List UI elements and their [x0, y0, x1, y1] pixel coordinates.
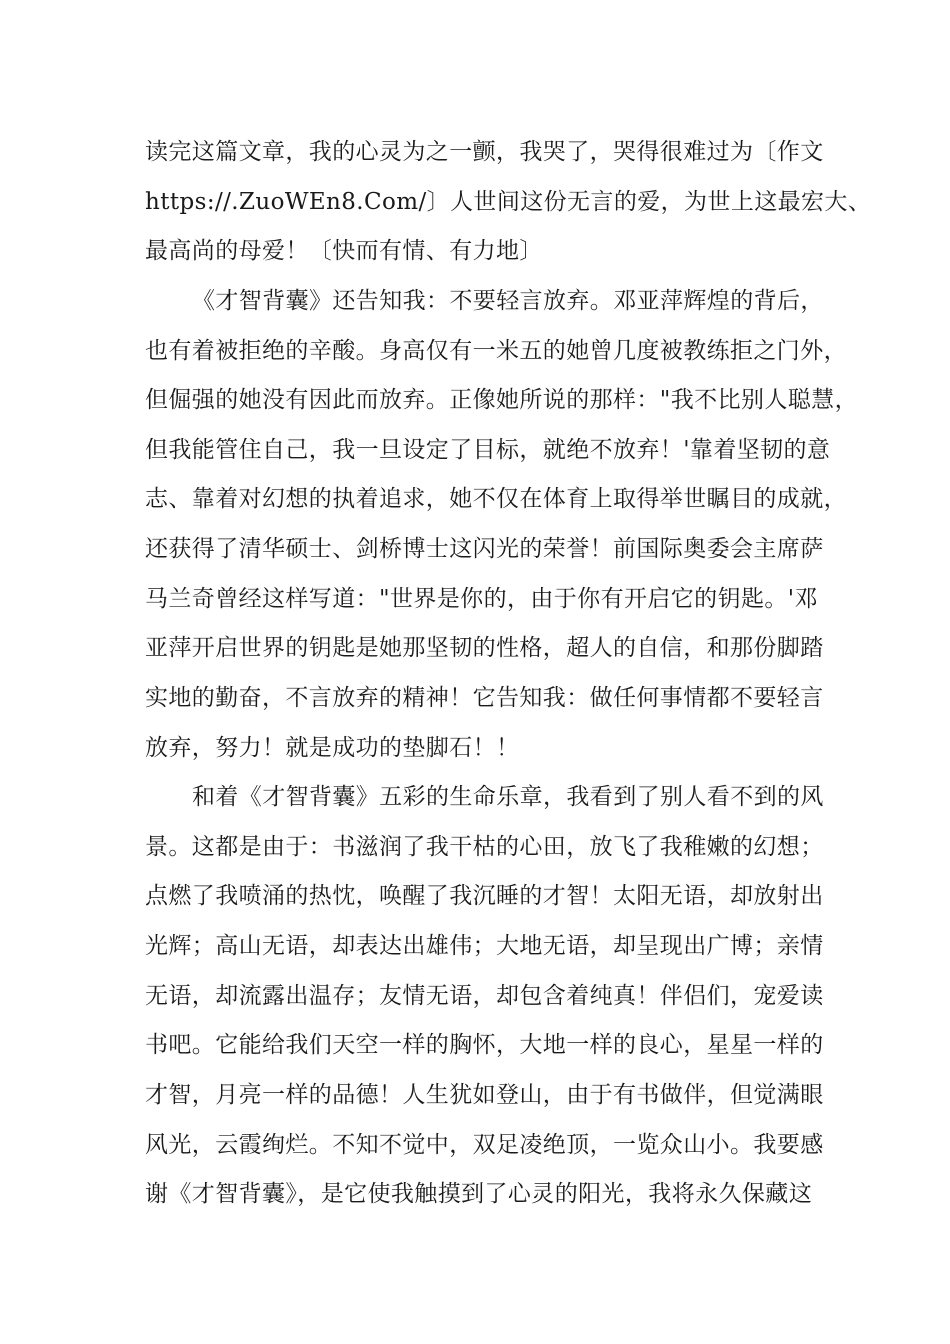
text-line: 实地的勤奋，不言放弃的精神！它告知我：做任何事情都不要轻言	[145, 685, 824, 711]
text-line: 点燃了我喷涌的热忱，唤醒了我沉睡的才智！太阳无语，却放射出	[145, 883, 824, 909]
text-line: 放弃，努力！就是成功的垫脚石！！	[145, 735, 520, 761]
text-line: 《才智背囊》还告知我：不要轻言放弃。邓亚萍辉煌的背后，	[192, 288, 824, 314]
text-line: 风光，云霞绚烂。不知不觉中，双足凌绝顶，一览众山小。我要感	[145, 1132, 824, 1158]
text-line: 和着《才智背囊》五彩的生命乐章，我看到了别人看不到的风	[192, 784, 824, 810]
text-line: 最高尚的母爱！〔快而有情、有力地〕	[145, 238, 543, 264]
text-line: 无语，却流露出温存；友情无语，却包含着纯真！伴侣们，宠爱读	[145, 983, 824, 1009]
text-line: 才智，月亮一样的品德！人生犹如登山，由于有书做伴，但觉满眼	[145, 1082, 824, 1108]
text-line: 马兰奇曾经这样写道："世界是你的，由于你有开启它的钥匙。'邓	[145, 586, 818, 612]
text-line: 亚萍开启世界的钥匙是她那坚韧的性格，超人的自信，和那份脚踏	[145, 635, 824, 661]
text-line: 书吧。它能给我们天空一样的胸怀，大地一样的良心，星星一样的	[145, 1032, 824, 1058]
text-line: 景。这都是由于：书滋润了我干枯的心田，放飞了我稚嫩的幻想；	[145, 834, 824, 860]
text-line: 但我能管住自己，我一旦设定了目标，就绝不放弃！'靠着坚韧的意	[145, 437, 831, 463]
text-line: 谢《才智背囊》，是它使我触摸到了心灵的阳光，我将永久保藏这	[145, 1181, 813, 1207]
text-line: 但倔强的她没有因此而放弃。正像她所说的那样："我不比别人聪慧，	[145, 387, 858, 413]
text-line: 读完这篇文章，我的心灵为之一颤，我哭了，哭得很难过为〔作文	[145, 139, 824, 165]
text-line: https://.ZuoWEn8.Com/〕人世间这份无言的爱，为世上这最宏大、	[145, 189, 872, 215]
text-line: 也有着被拒绝的辛酸。身高仅有一米五的她曾几度被教练拒之门外，	[145, 338, 847, 364]
text-line: 还获得了清华硕士、剑桥博士这闪光的荣誉！前国际奥委会主席萨	[145, 536, 824, 562]
text-line: 光辉；高山无语，却表达出雄伟；大地无语，却呈现出广博；亲情	[145, 933, 824, 959]
text-line: 志、靠着对幻想的执着追求，她不仅在体育上取得举世瞩目的成就，	[145, 486, 847, 512]
